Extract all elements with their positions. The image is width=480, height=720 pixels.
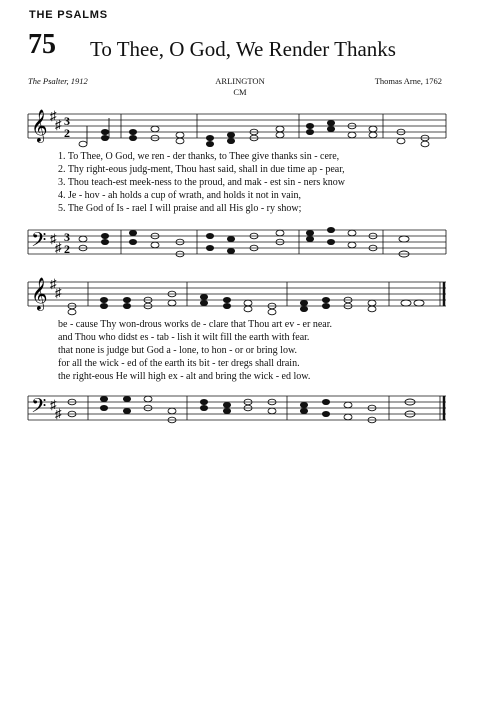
bass-staff-1: [0, 218, 480, 268]
lyric-line: that none is judge but God a - lone, to hon - or or bring low.: [58, 345, 298, 356]
sharp-icon: ♯: [50, 276, 57, 291]
lyric-line: 3. Thou teach-est meek-ness to the proud, and mak - est sin - ners know: [58, 177, 345, 188]
bass-clef-icon: 𝄢: [31, 396, 47, 422]
bass-staff-2: [0, 384, 480, 434]
sharp-icon: ♯: [50, 397, 57, 412]
time-signature-bottom: 2: [64, 242, 70, 256]
treble-clef-icon: 𝄞: [31, 279, 48, 310]
text-source-credit: The Psalter, 1912: [28, 76, 88, 86]
time-signature-top: 3: [64, 230, 70, 244]
lyric-line: for all the wick - ed of the earth its bit - ter dregs shall drain.: [58, 358, 300, 369]
sharp-icon: ♯: [55, 117, 62, 132]
lyric-line: the right-eous He will high ex - alt and bring the wick - ed low.: [58, 371, 311, 382]
bass-clef-icon: 𝄢: [31, 230, 47, 256]
sharp-icon: ♯: [50, 231, 57, 246]
lyric-line: be - cause Thy won-drous works de - clare that Thou art ev - er near.: [58, 319, 332, 330]
lyric-line: 5. The God of Is - rael I will praise and all His glo - ry show;: [58, 203, 302, 214]
tune-name: ARLINGTON: [215, 76, 265, 86]
treble-clef-icon: 𝄞: [31, 111, 48, 142]
time-signature-bottom: 2: [64, 126, 70, 140]
verse-lyrics-system-1: [0, 150, 480, 220]
hymn-title: To Thee, O God, We Render Thanks: [90, 37, 396, 61]
lyric-line: 2. Thy right-eous judg-ment, Thou hast said, shall in due time ap - pear,: [58, 164, 345, 175]
hymn-number: 75: [28, 29, 56, 60]
section-heading: THE PSALMS: [29, 9, 108, 21]
meter: CM: [233, 87, 247, 97]
composer-credit: Thomas Arne, 1762: [374, 76, 442, 86]
sharp-icon: ♯: [55, 240, 62, 255]
lyric-line: 4. Je - hov - ah holds a cup of wrath, and holds it not in vain,: [58, 190, 302, 201]
lyric-line: and Thou who didst es - tab - lish it wilt fill the earth with fear.: [58, 332, 310, 343]
verse-lyrics-system-2: [0, 318, 480, 388]
sharp-icon: ♯: [55, 406, 62, 421]
sharp-icon: ♯: [50, 108, 57, 123]
sharp-icon: ♯: [55, 285, 62, 300]
lyric-line: 1. To Thee, O God, we ren - der thanks, to Thee give thanks sin - cere,: [58, 151, 340, 162]
time-signature-top: 3: [64, 114, 70, 128]
treble-staff-2: [0, 270, 480, 320]
treble-staff-1: [0, 100, 480, 152]
